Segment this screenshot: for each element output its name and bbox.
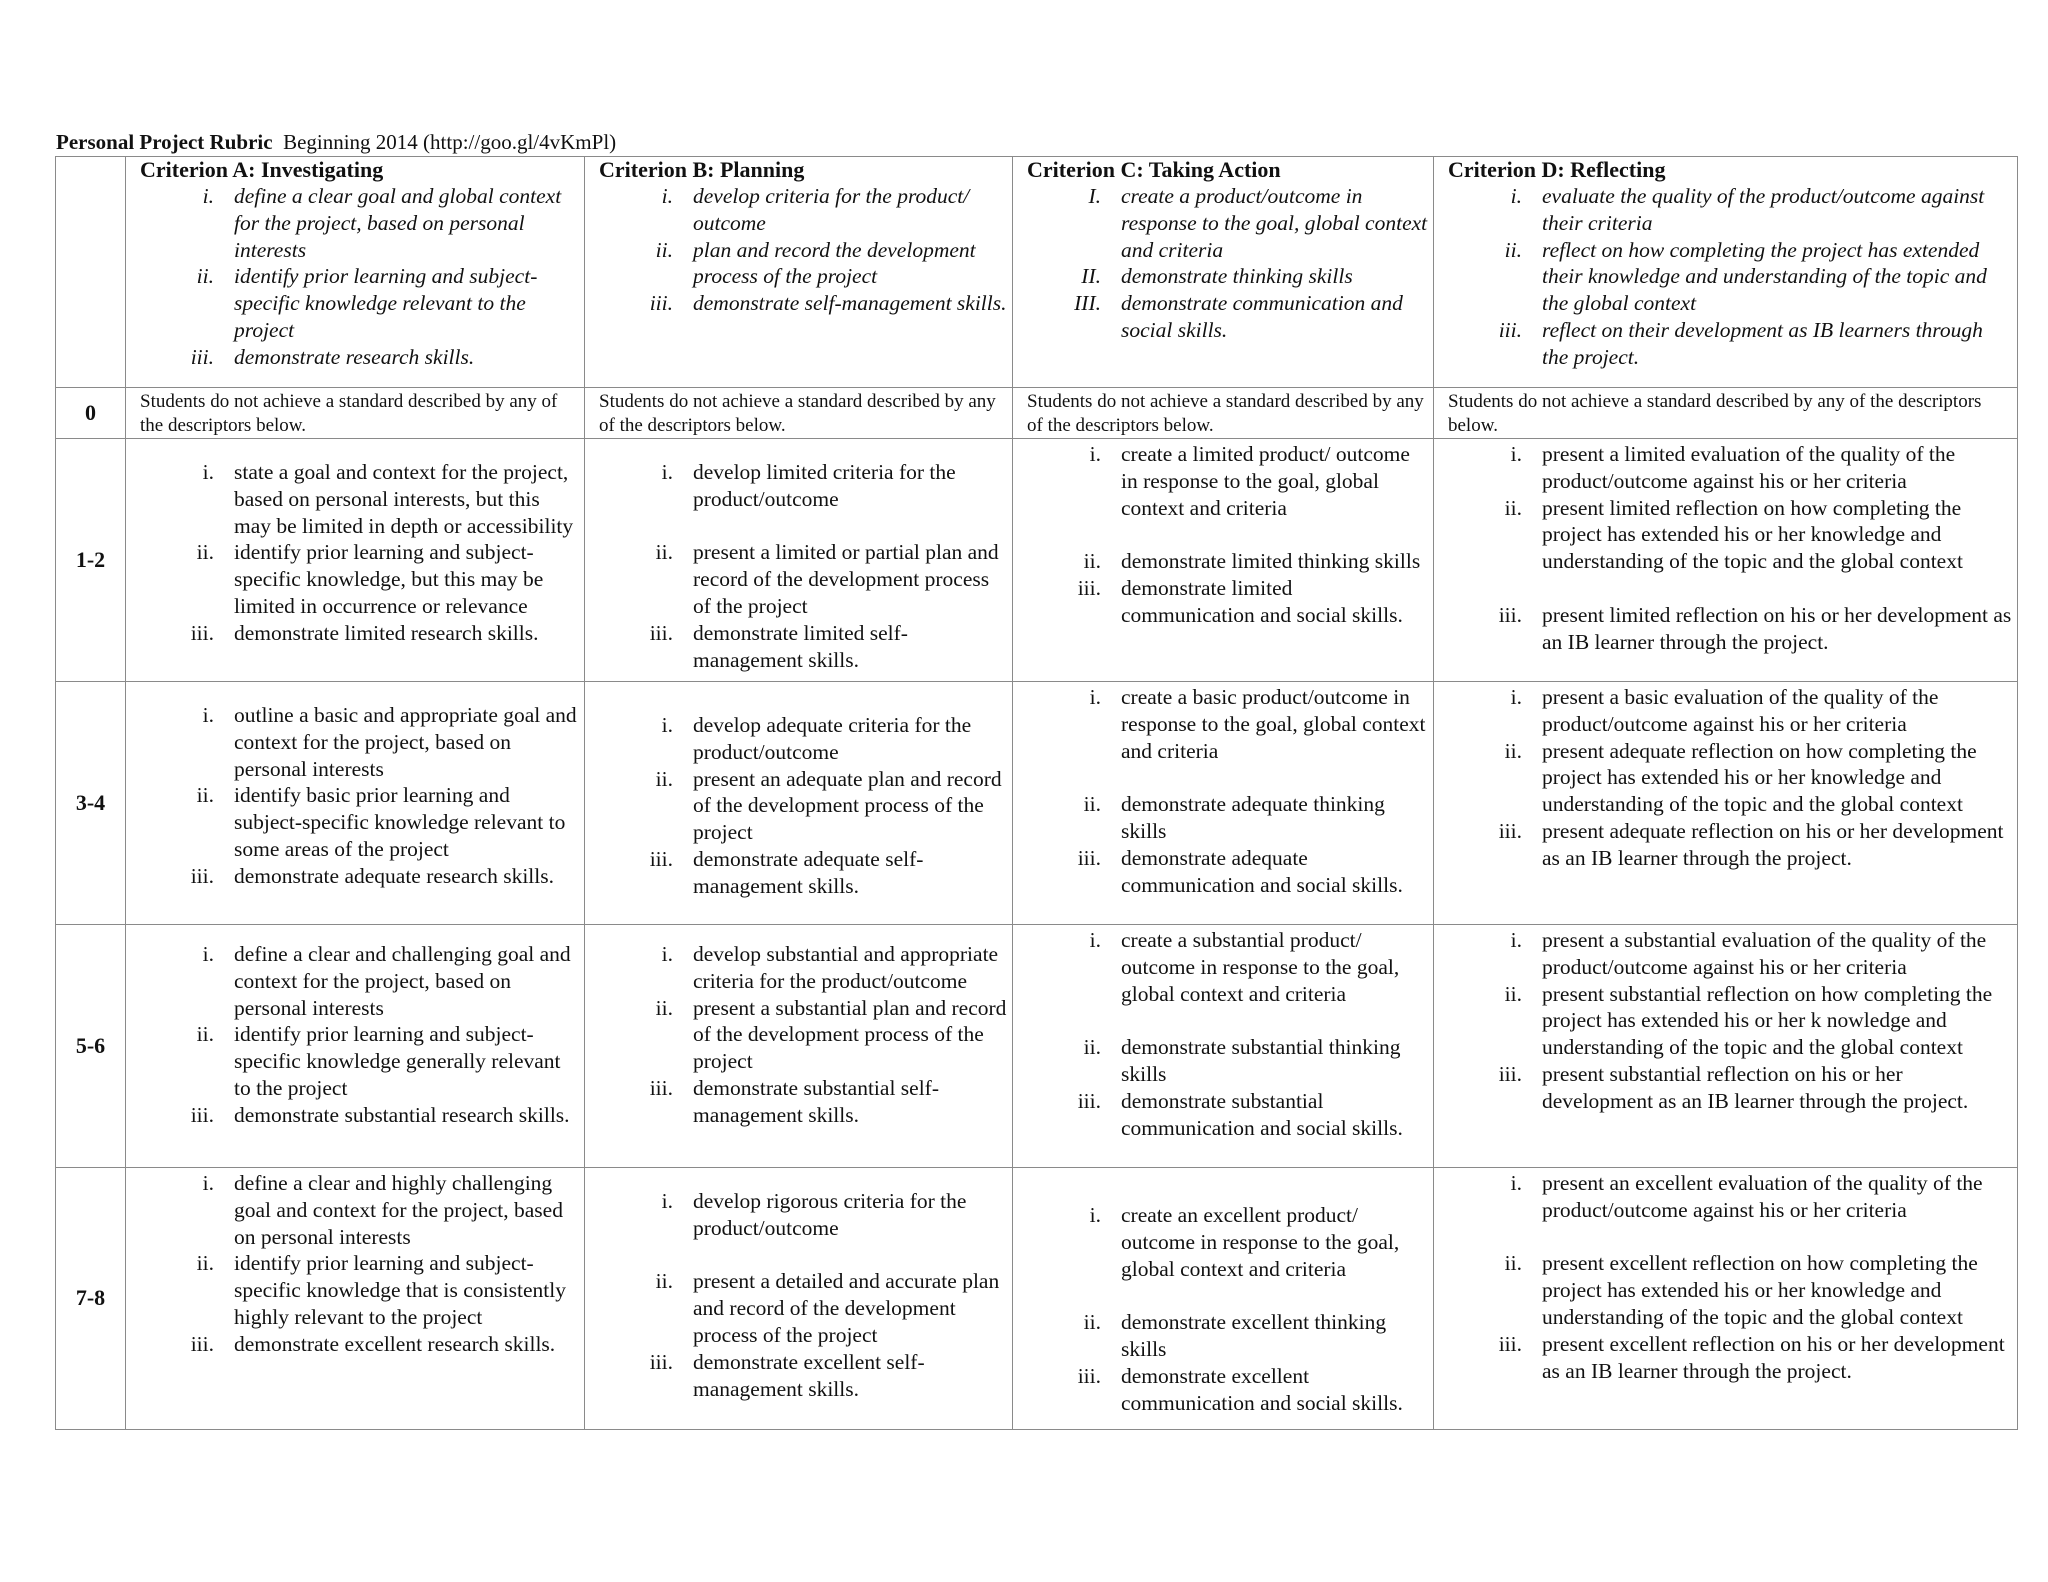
descriptor-item	[1448, 927, 2013, 981]
descriptor-cell: Students do not achieve a standard described by any of the descriptors below.	[1434, 388, 2018, 439]
descriptor-cell	[585, 925, 1013, 1168]
item-number: iii.	[1498, 818, 1522, 843]
rubric-table	[55, 156, 2018, 1430]
descriptor-item	[599, 183, 1008, 237]
descriptor-item	[140, 1331, 580, 1358]
score-label: 0	[56, 388, 126, 439]
item-text: demonstrate research skills.	[234, 344, 475, 369]
descriptor-item	[140, 863, 580, 890]
descriptor-cell	[126, 682, 585, 925]
descriptor-item	[1448, 818, 2013, 872]
descriptor-cell	[1013, 925, 1434, 1168]
item-text: present substantial reflection on how completing the project has extended his or her k nowledge and understanding of the topic and the global context	[1542, 981, 1993, 1060]
descriptor-list	[599, 1188, 1008, 1402]
item-number: i.	[1510, 184, 1522, 208]
criterion-c-header	[1013, 157, 1434, 388]
item-number: ii.	[1504, 738, 1522, 763]
row-score-0	[56, 388, 2018, 439]
item-number: iii.	[190, 863, 214, 888]
item-number: ii.	[1504, 495, 1522, 520]
descriptor-item	[140, 1102, 580, 1129]
item-number: iii.	[1498, 317, 1522, 342]
item-number: iii.	[1077, 1363, 1101, 1388]
item-text: present adequate reflection on his or her development as an IB learner through the project.	[1542, 818, 2004, 870]
item-number: i.	[202, 184, 214, 208]
descriptor-cell	[1013, 1168, 1434, 1430]
descriptor-list	[599, 941, 1008, 1129]
descriptor-item	[1448, 684, 2013, 738]
item-number: i.	[661, 184, 673, 208]
item-text: demonstrate substantial thinking skills	[1121, 1035, 1401, 1086]
criterion-title: Criterion A: Investigating	[140, 157, 384, 182]
descriptor-cell	[1434, 1168, 2018, 1430]
descriptor-list	[1448, 1170, 2013, 1384]
criteria-header-row	[56, 157, 2018, 388]
score-label: 1-2	[56, 439, 126, 682]
descriptor-item	[1027, 441, 1429, 521]
item-text: plan and record the development process of the project	[693, 237, 976, 289]
item-number: iii.	[190, 1331, 214, 1356]
item-number: iii.	[1498, 602, 1522, 627]
descriptor-item	[599, 237, 1008, 291]
descriptor-item	[1027, 263, 1429, 290]
descriptor-cell	[1013, 439, 1434, 682]
item-number: iii.	[649, 1349, 673, 1374]
descriptor-item	[599, 941, 1008, 995]
item-number: ii.	[1083, 549, 1101, 574]
descriptor-item	[1448, 1170, 2013, 1224]
descriptor-list	[140, 1170, 580, 1358]
descriptor-list	[1027, 684, 1429, 898]
descriptor-cell	[1434, 682, 2018, 925]
item-number: iii.	[649, 846, 673, 871]
item-text: demonstrate substantial research skills.	[234, 1102, 570, 1127]
descriptor-item	[140, 782, 580, 862]
row-score-5-6	[56, 925, 2018, 1168]
item-text: create a basic product/outcome in response to the goal, global context and criteria	[1121, 685, 1426, 763]
item-text: demonstrate substantial self-management skills.	[693, 1075, 939, 1127]
item-number: ii.	[655, 237, 673, 262]
descriptor-list	[1027, 441, 1429, 629]
descriptor-item	[140, 1021, 580, 1101]
descriptor-cell: Students do not achieve a standard described by any of the descriptors below.	[585, 388, 1013, 439]
item-number: i.	[1510, 928, 1522, 952]
item-number: ii.	[655, 766, 673, 791]
item-text: develop criteria for the product/ outcome	[693, 184, 970, 235]
empty-corner-cell	[56, 157, 126, 388]
descriptor-item	[1448, 1331, 2013, 1385]
item-text: create a product/outcome in response to the goal, global context and criteria	[1121, 184, 1428, 262]
descriptor-item	[599, 1268, 1008, 1348]
descriptor-item	[599, 1075, 1008, 1129]
descriptor-item	[1027, 1202, 1429, 1282]
item-text: reflect on how completing the project has extended their knowledge and understanding of the topic and the global context	[1542, 237, 1987, 316]
item-number: ii.	[196, 264, 214, 289]
item-number: i.	[661, 1189, 673, 1213]
descriptor-item	[599, 766, 1008, 846]
item-text: demonstrate communication and social skills.	[1121, 291, 1403, 342]
descriptor-list	[599, 183, 1008, 317]
descriptor-list	[140, 702, 580, 890]
item-number: iii.	[1498, 1331, 1522, 1356]
item-number: i.	[202, 460, 214, 484]
descriptor-cell: Students do not achieve a standard described by any of the descriptors below.	[1013, 388, 1434, 439]
item-text: develop rigorous criteria for the product/outcome	[693, 1189, 967, 1240]
descriptor-item	[140, 344, 580, 371]
item-text: define a clear and challenging goal and context for the project, based on personal interests	[234, 942, 571, 1020]
item-text: present a basic evaluation of the quality of the product/outcome against his or her criteria	[1542, 685, 1939, 736]
criterion-b-header	[585, 157, 1013, 388]
title-bold: Personal Project Rubric	[56, 130, 273, 154]
item-number: i.	[661, 942, 673, 966]
item-number: iii.	[1498, 1061, 1522, 1086]
descriptor-item	[1027, 791, 1429, 845]
descriptor-item	[1448, 495, 2013, 575]
item-number: iii.	[1077, 575, 1101, 600]
item-number: iii.	[649, 291, 673, 316]
item-text: demonstrate excellent research skills.	[234, 1331, 556, 1356]
descriptor-list	[599, 459, 1008, 673]
item-number: iii.	[649, 620, 673, 645]
descriptor-item	[140, 620, 580, 647]
descriptor-cell	[1013, 682, 1434, 925]
item-text: create a limited product/ outcome in response to the goal, global context and criteria	[1121, 442, 1410, 520]
item-number: III.	[1074, 291, 1101, 316]
descriptor-item	[1027, 1034, 1429, 1088]
item-text: demonstrate adequate research skills.	[234, 863, 554, 888]
item-text: demonstrate limited thinking skills	[1121, 549, 1421, 574]
descriptor-item	[599, 620, 1008, 674]
descriptor-item	[1448, 237, 2013, 317]
item-text: demonstrate limited research skills.	[234, 620, 539, 645]
item-text: evaluate the quality of the product/outcome against their criteria	[1542, 184, 1985, 235]
item-text: identify prior learning and subject-specific knowledge generally relevant to the project	[234, 1022, 561, 1100]
descriptor-item	[1448, 1061, 2013, 1115]
item-text: present limited reflection on how completing the project has extended his or her knowledge and understanding of the topic and the global context	[1542, 495, 1963, 574]
item-number: ii.	[655, 1269, 673, 1294]
item-text: demonstrate limited communication and social skills.	[1121, 575, 1403, 627]
item-text: identify prior learning and subject-specific knowledge, but this may be limited in occurrence or relevance	[234, 540, 544, 618]
item-text: present substantial reflection on his or her development as an IB learner through the project.	[1542, 1061, 1969, 1113]
score-label: 7-8	[56, 1168, 126, 1430]
descriptor-cell	[1434, 439, 2018, 682]
descriptor-list	[1448, 183, 2013, 371]
item-text: outline a basic and appropriate goal and context for the project, based on personal interests	[234, 703, 577, 781]
criterion-title: Criterion D: Reflecting	[1448, 157, 1666, 182]
item-number: i.	[661, 460, 673, 484]
criterion-title: Criterion B: Planning	[599, 157, 805, 182]
item-text: identify prior learning and subject-specific knowledge relevant to the project	[234, 264, 538, 342]
item-text: state a goal and context for the project, based on personal interests, but this may be limited in depth or accessibility	[234, 460, 574, 538]
descriptor-item	[140, 183, 580, 263]
item-number: i.	[1089, 1203, 1101, 1227]
descriptor-cell: Students do not achieve a standard described by any of the descriptors below.	[126, 388, 585, 439]
descriptor-item	[599, 290, 1008, 317]
score-label: 3-4	[56, 682, 126, 925]
item-text: demonstrate self-management skills.	[693, 291, 1007, 316]
item-number: i.	[1510, 685, 1522, 709]
title-rest: Beginning 2014 (http://goo.gl/4vKmPl)	[283, 130, 617, 154]
item-text: demonstrate adequate self-management skills.	[693, 846, 924, 898]
descriptor-item	[1027, 575, 1429, 629]
descriptor-item	[599, 712, 1008, 766]
descriptor-cell	[126, 1168, 585, 1430]
item-number: i.	[1089, 685, 1101, 709]
item-text: create a substantial product/ outcome in response to the goal, global context and criteria	[1121, 928, 1400, 1006]
descriptor-list	[1448, 684, 2013, 872]
item-text: define a clear and highly challenging goal and context for the project, based on personal interests	[234, 1171, 563, 1249]
item-text: present excellent reflection on his or her development as an IB learner through the project.	[1542, 1331, 2005, 1383]
descriptor-item	[1027, 845, 1429, 899]
descriptor-item	[1448, 441, 2013, 495]
descriptor-item	[1027, 1088, 1429, 1142]
descriptor-item	[140, 941, 580, 1021]
row-score-3-4	[56, 682, 2018, 925]
descriptor-list	[140, 941, 580, 1129]
descriptor-list	[140, 183, 580, 371]
item-text: present a substantial evaluation of the quality of the product/outcome against his or her criteria	[1542, 928, 1987, 979]
item-number: ii.	[1504, 981, 1522, 1006]
descriptor-cell	[585, 682, 1013, 925]
item-number: ii.	[196, 540, 214, 565]
item-text: present excellent reflection on how completing the project has extended his or her knowledge and understanding of the topic and the global context	[1542, 1251, 1978, 1329]
item-number: I.	[1088, 184, 1101, 208]
item-number: iii.	[190, 620, 214, 645]
descriptor-cell	[126, 925, 585, 1168]
criterion-d-header	[1434, 157, 2018, 388]
item-number: ii.	[1083, 792, 1101, 817]
descriptor-cell	[585, 439, 1013, 682]
item-text: present adequate reflection on how completing the project has extended his or her knowledge and understanding of the topic and the global context	[1542, 738, 1977, 817]
item-number: ii.	[196, 1251, 214, 1276]
descriptor-item	[1448, 317, 2013, 371]
criterion-a-header	[126, 157, 585, 388]
descriptor-list	[1448, 927, 2013, 1115]
descriptor-item	[1448, 183, 2013, 237]
descriptor-item	[1448, 738, 2013, 818]
item-number: i.	[1089, 928, 1101, 952]
item-text: demonstrate thinking skills	[1121, 264, 1353, 289]
descriptor-item	[1448, 602, 2013, 656]
descriptor-item	[599, 539, 1008, 619]
score-label: 5-6	[56, 925, 126, 1168]
descriptor-list	[1448, 441, 2013, 655]
descriptor-list	[1027, 927, 1429, 1141]
descriptor-item	[1027, 1309, 1429, 1363]
item-number: i.	[202, 1171, 214, 1195]
descriptor-item	[1027, 1363, 1429, 1417]
descriptor-item	[1448, 1250, 2013, 1330]
item-text: present a detailed and accurate plan and record of the development process of the project	[693, 1269, 1000, 1347]
item-text: develop adequate criteria for the product/outcome	[693, 713, 972, 764]
item-number: iii.	[1077, 845, 1101, 870]
item-number: ii.	[1504, 1251, 1522, 1276]
item-text: develop substantial and appropriate criteria for the product/outcome	[693, 942, 999, 993]
descriptor-item	[1027, 684, 1429, 764]
item-number: ii.	[196, 783, 214, 808]
descriptor-list	[140, 459, 580, 647]
item-text: identify prior learning and subject-specific knowledge that is consistently highly relevant to the project	[234, 1251, 566, 1329]
descriptor-item	[140, 539, 580, 619]
descriptor-item	[140, 263, 580, 343]
item-number: II.	[1081, 264, 1101, 289]
item-number: ii.	[1504, 237, 1522, 262]
criterion-title: Criterion C: Taking Action	[1027, 157, 1281, 182]
descriptor-item	[140, 702, 580, 782]
descriptor-item	[1027, 927, 1429, 1007]
item-number: i.	[202, 703, 214, 727]
descriptor-cell	[126, 439, 585, 682]
item-text: demonstrate adequate communication and social skills.	[1121, 845, 1403, 897]
page-title	[56, 130, 616, 155]
descriptor-list	[1027, 183, 1429, 344]
descriptor-item	[1027, 548, 1429, 575]
item-number: iii.	[190, 344, 214, 369]
descriptor-item	[599, 846, 1008, 900]
item-text: present a limited or partial plan and record of the development process of the project	[693, 540, 999, 618]
row-score-1-2	[56, 439, 2018, 682]
item-text: reflect on their development as IB learners through the project.	[1542, 317, 1983, 369]
descriptor-item	[140, 1250, 580, 1330]
item-number: ii.	[655, 540, 673, 565]
item-text: identify basic prior learning and subject-specific knowledge relevant to some areas of the project	[234, 783, 566, 861]
descriptor-item	[1448, 981, 2013, 1061]
item-number: ii.	[655, 995, 673, 1020]
item-text: present an excellent evaluation of the quality of the product/outcome against his or her criteria	[1542, 1171, 1983, 1222]
item-text: demonstrate substantial communication and social skills.	[1121, 1088, 1403, 1140]
item-number: i.	[1510, 442, 1522, 466]
descriptor-item	[140, 1170, 580, 1250]
descriptor-item	[599, 995, 1008, 1075]
descriptor-item	[140, 459, 580, 539]
item-text: define a clear goal and global context for the project, based on personal interests	[234, 184, 562, 262]
item-number: i.	[202, 942, 214, 966]
descriptor-item	[599, 1188, 1008, 1242]
item-text: create an excellent product/ outcome in response to the goal, global context and criteria	[1121, 1203, 1400, 1281]
descriptor-item	[1027, 183, 1429, 263]
descriptor-item	[1027, 290, 1429, 344]
item-text: demonstrate excellent thinking skills	[1121, 1310, 1387, 1361]
item-number: ii.	[196, 1022, 214, 1047]
item-number: iii.	[649, 1075, 673, 1100]
item-text: present a limited evaluation of the quality of the product/outcome against his or her criteria	[1542, 442, 1956, 493]
item-number: iii.	[1077, 1088, 1101, 1113]
item-number: i.	[661, 713, 673, 737]
item-number: i.	[1510, 1171, 1522, 1195]
descriptor-list	[1027, 1202, 1429, 1416]
item-text: develop limited criteria for the product/outcome	[693, 460, 956, 511]
item-text: demonstrate excellent communication and social skills.	[1121, 1363, 1403, 1415]
item-number: i.	[1089, 442, 1101, 466]
item-number: iii.	[190, 1102, 214, 1127]
item-text: demonstrate adequate thinking skills	[1121, 792, 1385, 843]
descriptor-cell	[1434, 925, 2018, 1168]
descriptor-list	[599, 712, 1008, 900]
descriptor-cell	[585, 1168, 1013, 1430]
descriptor-item	[599, 459, 1008, 513]
item-text: demonstrate limited self-management skills.	[693, 620, 908, 672]
item-number: ii.	[1083, 1310, 1101, 1335]
item-text: present a substantial plan and record of the development process of the project	[693, 995, 1007, 1074]
item-text: demonstrate excellent self-management skills.	[693, 1349, 925, 1401]
item-text: present an adequate plan and record of the development process of the project	[693, 766, 1002, 845]
descriptor-item	[599, 1349, 1008, 1403]
row-score-7-8	[56, 1168, 2018, 1430]
item-number: ii.	[1083, 1035, 1101, 1060]
item-text: present limited reflection on his or her development as an IB learner through the project.	[1542, 602, 2012, 654]
